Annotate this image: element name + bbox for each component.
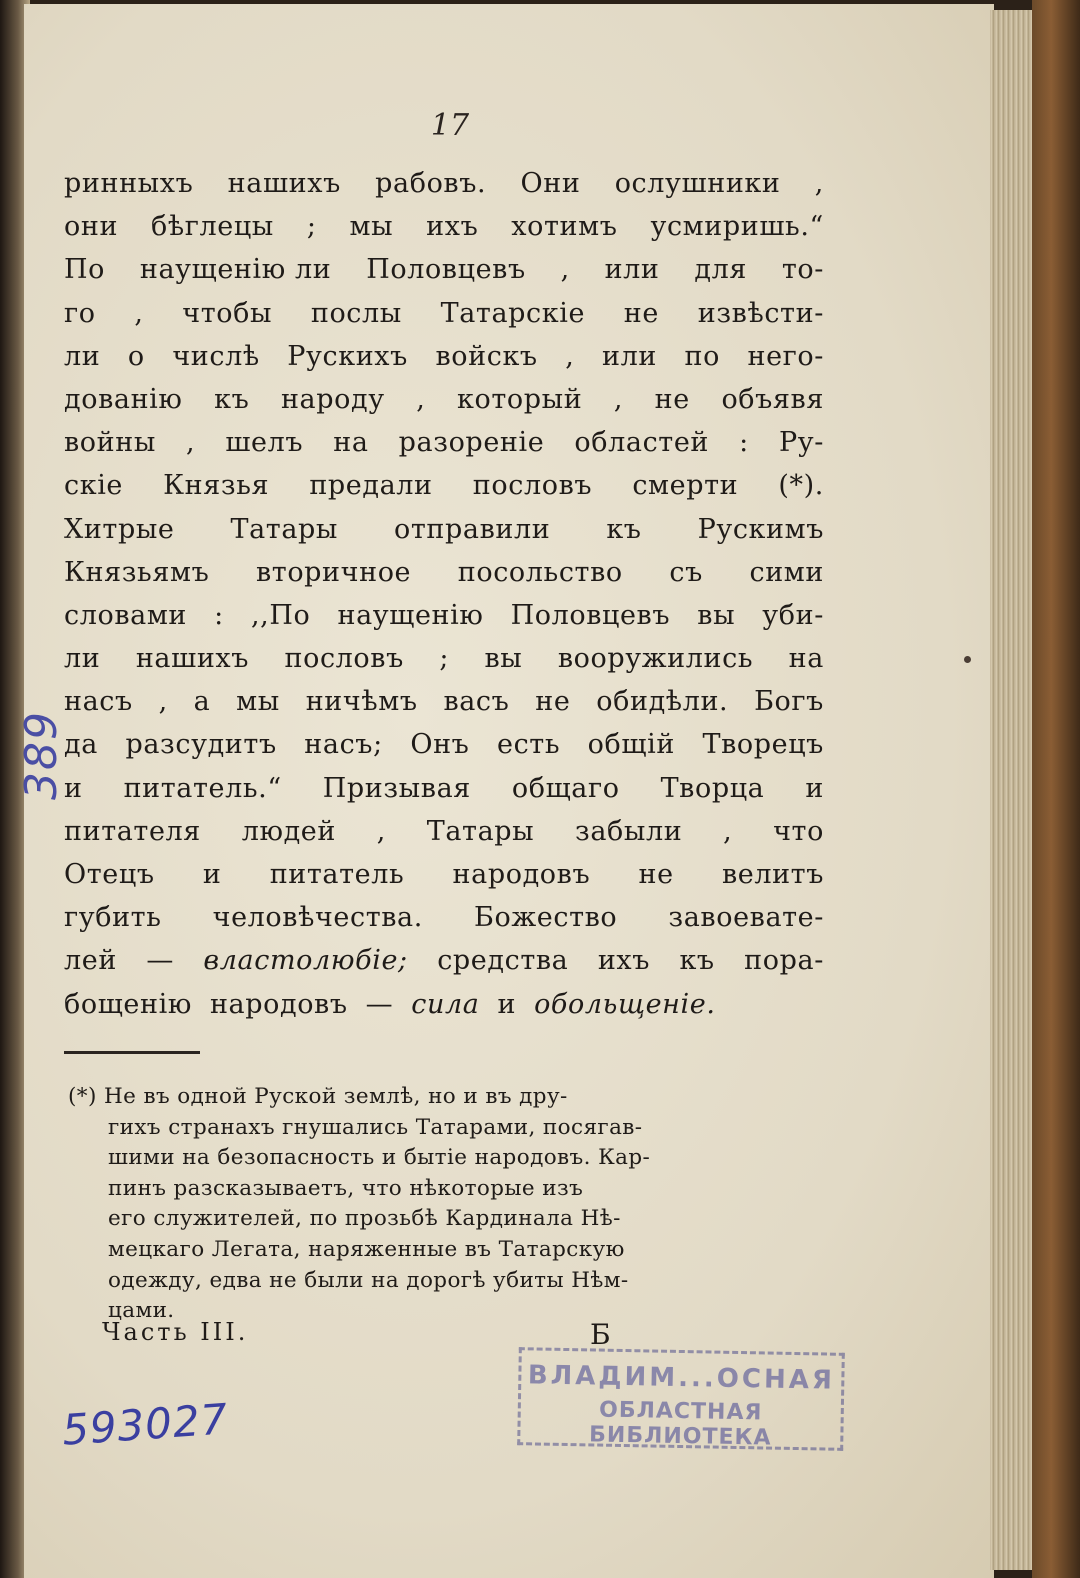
text-line: лей — властолюбіе; средства ихъ къ пора-: [64, 945, 824, 977]
stamp-line-1: ВЛАДИМ...ОСНАЯ: [527, 1360, 836, 1396]
book-cover-edge: [1032, 0, 1080, 1578]
footnote-rule: [64, 1051, 200, 1054]
part-signature: Часть III.: [102, 1318, 249, 1346]
text-line: и питатель.“ Призывая общаго Творца и: [64, 772, 824, 804]
footnote-line: его служителей, по прозьбѣ Кардинала Нѣ-: [108, 1206, 621, 1232]
text-line: ли нашихъ пословъ ; вы вооружились на: [64, 643, 824, 675]
text-line: скіе Князья предали пословъ смерти (*).: [64, 470, 824, 502]
text-line: войны , шелъ на разореніе областей : Ру-: [64, 427, 824, 459]
ink-dot: [964, 656, 971, 663]
text-line: ли о числѣ Рускихъ войскъ , или по него-: [64, 340, 824, 372]
text-line: Отецъ и питатель народовъ не велитъ: [64, 859, 824, 890]
handwritten-inventory-number: 593027: [60, 1394, 230, 1455]
stamp-line-2: ОБЛАСТНАЯ БИБЛИОТЕКА: [588, 1397, 772, 1451]
footnote-line: пинъ разсказываетъ, что нѣкоторые изъ: [108, 1175, 584, 1201]
text-line: да разсудитъ насъ; Онъ есть общій Творецъ: [64, 729, 824, 761]
text-line: ринныхъ нашихъ рабовъ. Они ослушники ,: [64, 168, 824, 199]
text-line-last: бощенію народовъ — сила и обольщеніе.: [64, 988, 716, 1020]
text-line: словами : ,,По наущенію Половцевъ вы уби-: [64, 599, 824, 631]
footnote-line: цами.: [108, 1298, 175, 1324]
text-line: они бѣглецы ; мы ихъ хотимъ усмиришь.“: [64, 211, 824, 243]
footnote-line: гихъ странахъ гнушались Татарами, посягав-: [108, 1114, 643, 1140]
text-line: Хитрые Татары отправили къ Рускимъ: [64, 513, 824, 545]
text-line: го , чтобы послы Татарскіе не извѣсти-: [64, 297, 824, 329]
footnote-line: одежду, едва не были на дорогѣ убиты Нѣм-: [108, 1267, 629, 1293]
text-line: губить человѣчества. Божество завоевате-: [64, 902, 824, 934]
library-stamp: [517, 1347, 845, 1451]
text-line: По наущенію ли Половцевъ , или для то-: [64, 254, 824, 286]
footnote-line: шими на безопасность и бытіе народовъ. Кар-: [108, 1145, 651, 1171]
footnote: [68, 1082, 820, 1327]
signature-letter: Б: [590, 1318, 611, 1351]
text-line: Князьямъ вторичное посольство съ сими: [64, 556, 824, 588]
footnote-line: мецкаго Легата, наряженные въ Татарскую: [108, 1236, 625, 1262]
footnote-line: (*) Не въ одной Руской землѣ, но и въ дру-: [68, 1084, 568, 1109]
handwritten-margin-number: 389: [16, 710, 67, 800]
page-number: 17: [430, 108, 470, 143]
text-line: питателя людей , Татары забыли , что: [64, 815, 824, 847]
text-line: дованію къ народу , который , не объявя: [64, 383, 824, 415]
body-text: [64, 162, 824, 1026]
text-line: насъ , а мы ничѣмъ васъ не обидѣли. Богъ: [64, 686, 824, 718]
